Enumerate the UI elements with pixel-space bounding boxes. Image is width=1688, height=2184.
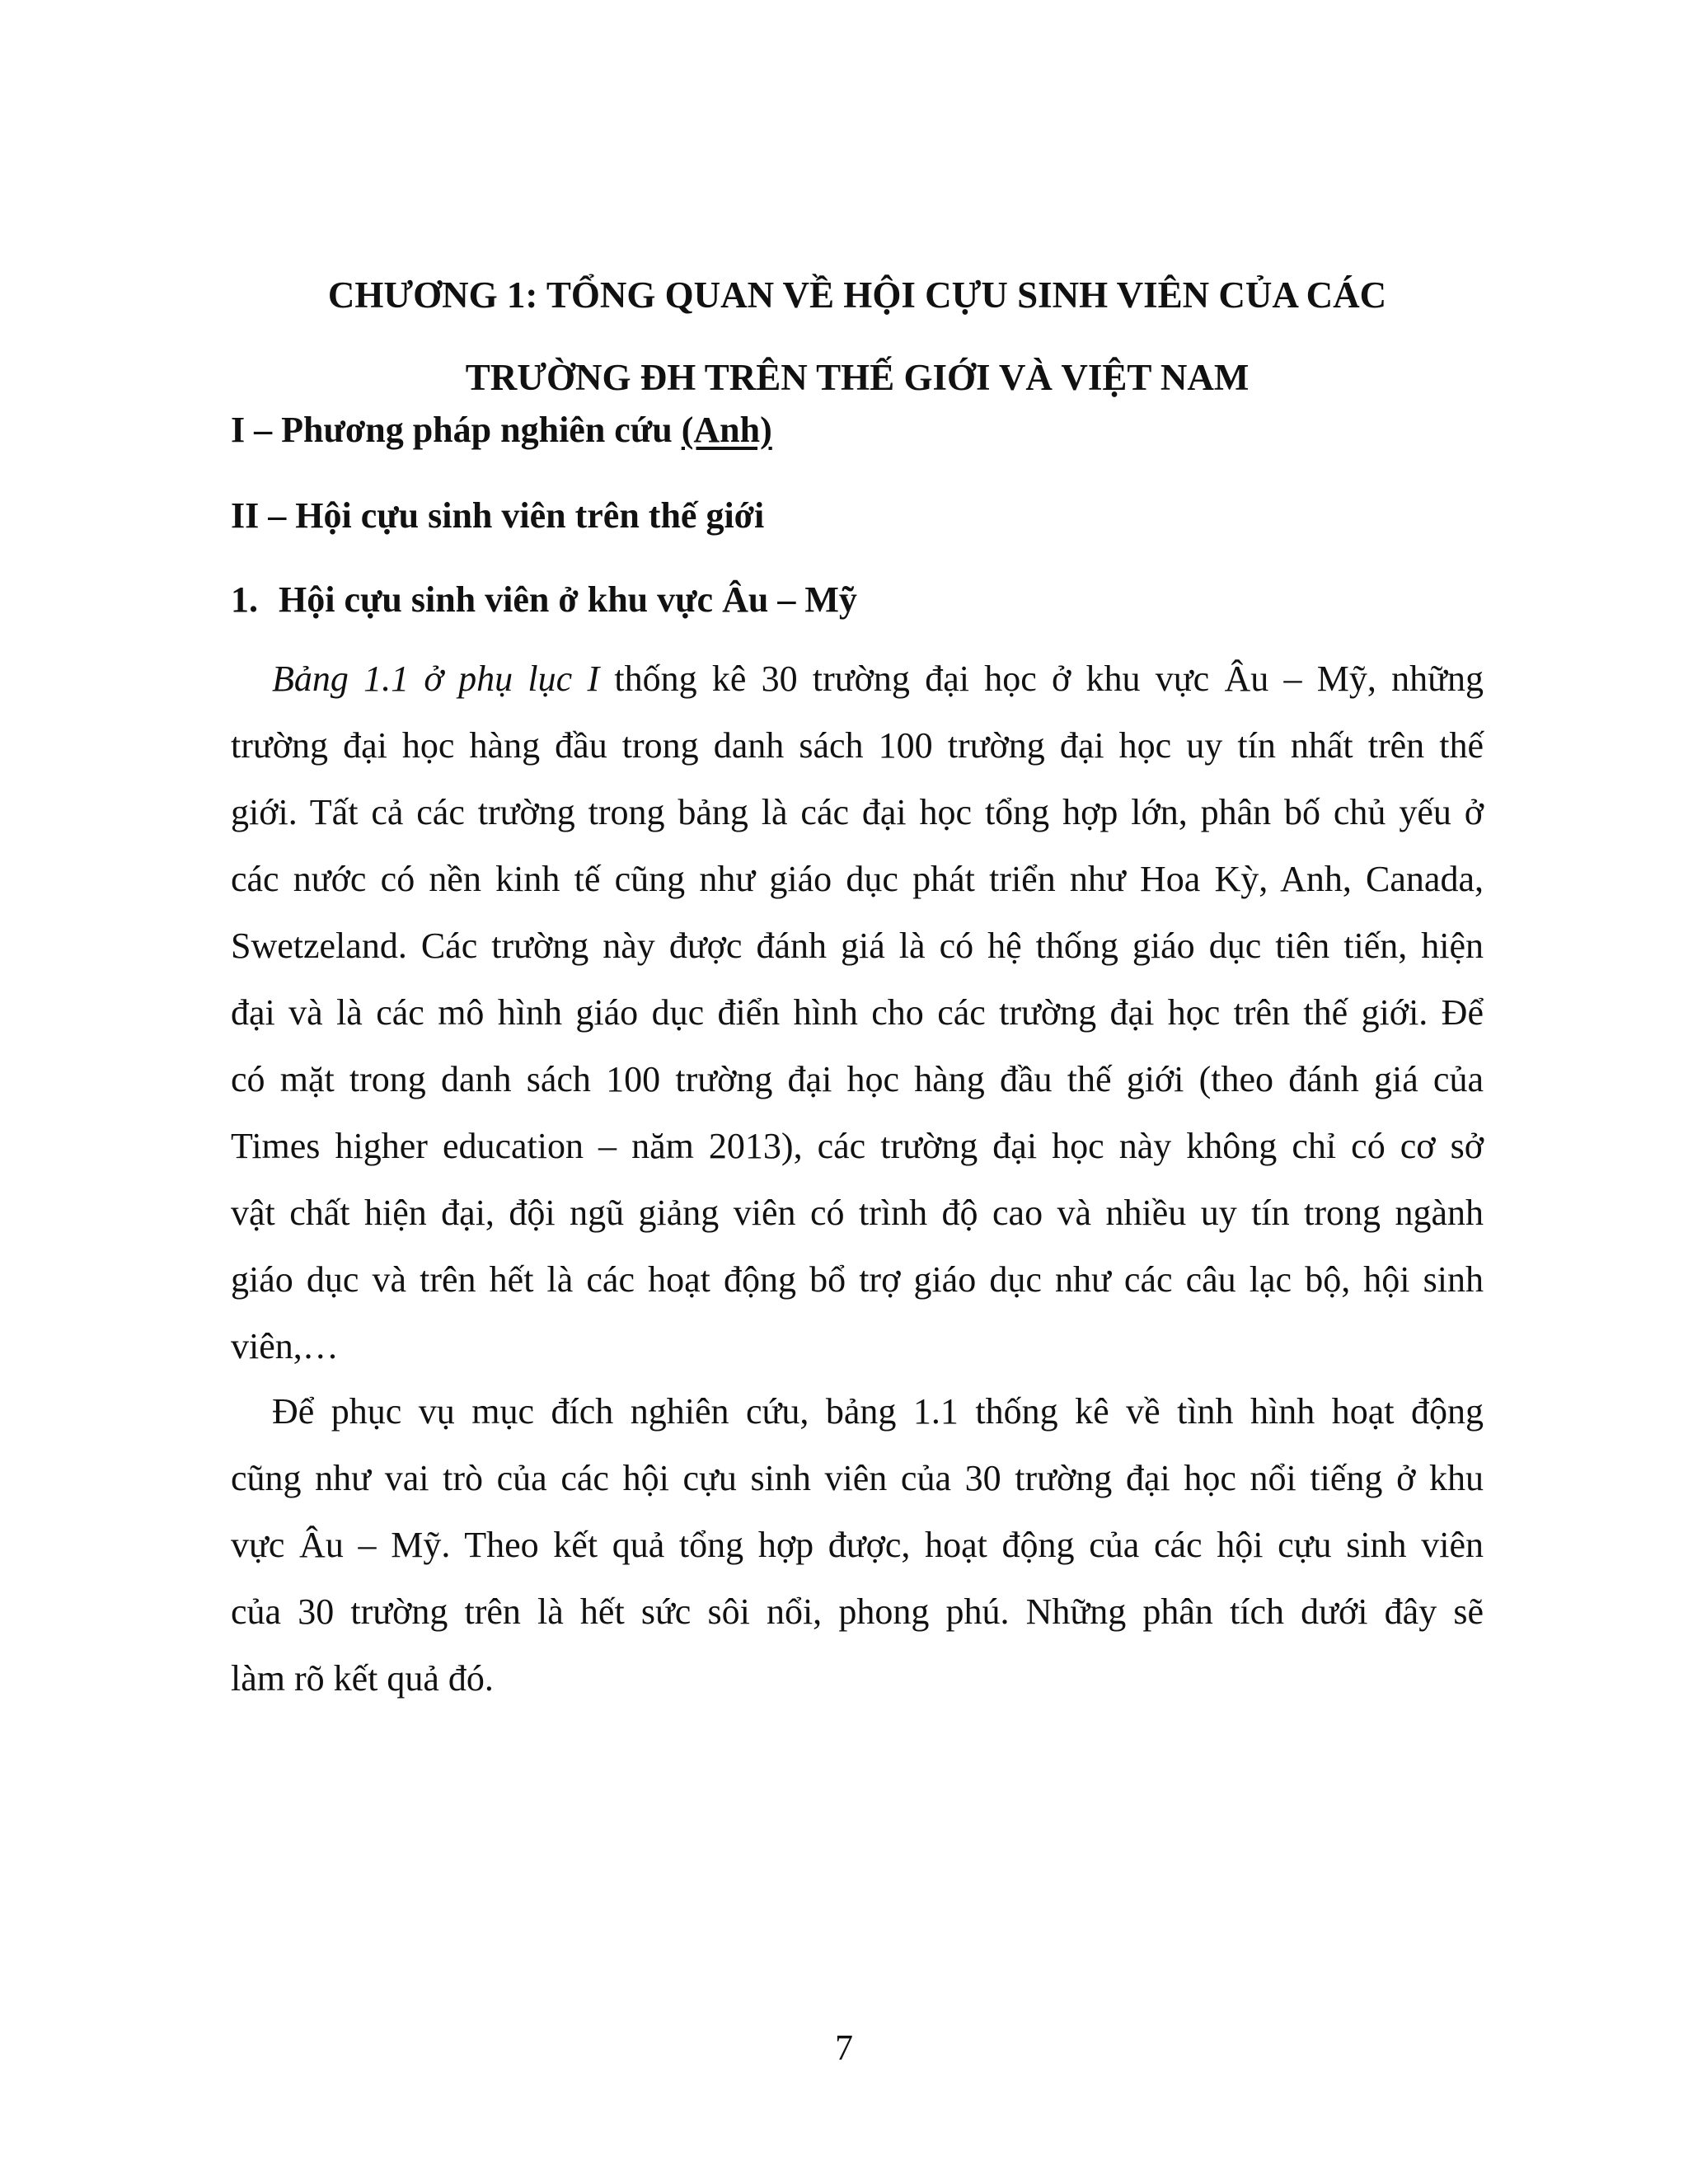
paragraph-line: Để phục vụ mục đích nghiên cứu, bảng 1.1 thống kê về tình hình hoạt động: [272, 1391, 1484, 1432]
section-heading-methodology: [231, 405, 772, 455]
page-number: 7: [835, 2027, 853, 2068]
section-heading-methodology-text: I – Phương pháp nghiên cứu: [231, 410, 682, 450]
paragraph-line: giáo dục và trên hết là các hoạt động bổ trợ giáo dục như các câu lạc bộ, hội sinh: [231, 1259, 1484, 1300]
paragraph-line: làm rõ kết quả đó.: [231, 1658, 494, 1699]
paragraph-line: vực Âu – Mỹ. Theo kết quả tổng hợp được, hoạt động của các hội cựu sinh viên: [231, 1525, 1484, 1565]
section-heading-author: (Anh): [681, 410, 772, 450]
paragraph-line: có mặt trong danh sách 100 trường đại học hàng đầu thế giới (theo đánh giá của: [231, 1059, 1484, 1099]
paragraph-line: trường đại học hàng đầu trong danh sách 100 trường đại học uy tín nhất trên thế: [231, 725, 1484, 766]
paragraph-line: đại và là các mô hình giáo dục điển hình cho các trường đại học trên thế giới. Để: [231, 992, 1484, 1033]
paragraph-line: Swetzeland. Các trường này được đánh giá là có hệ thống giáo dục tiên tiến, hiện: [231, 926, 1484, 966]
section-heading-world-alumni: II – Hội cựu sinh viên trên thế giới: [231, 495, 765, 536]
paragraph-line: [231, 645, 1484, 712]
paragraph-line: giới. Tất cả các trường trong bảng là các đại học tổng hợp lớn, phân bố chủ yếu ở: [231, 792, 1484, 832]
paragraph-research-purpose: [231, 1378, 1484, 1712]
subsection-number: 1.: [231, 579, 258, 620]
chapter-title: [231, 254, 1484, 419]
chapter-title-line-2: TRƯỜNG ĐH TRÊN THẾ GIỚI VÀ VIỆT NAM: [465, 357, 1250, 398]
paragraph-line: của 30 trường trên là hết sức sôi nổi, phong phú. Những phân tích dưới đây sẽ: [231, 1591, 1484, 1632]
paragraph-line: các nước có nền kinh tế cũng như giáo dục phát triển như Hoa Kỳ, Anh, Canada,: [231, 859, 1484, 899]
chapter-title-line-1: CHƯƠNG 1: TỔNG QUAN VỀ HỘI CỰU SINH VIÊN CỦA CÁC: [327, 274, 1387, 316]
paragraph-line: Times higher education – năm 2013), các trường đại học này không chỉ có cơ sở: [231, 1126, 1484, 1166]
paragraph-line: viên,…: [231, 1326, 339, 1366]
subsection-heading-text: Hội cựu sinh viên ở khu vực Âu – Mỹ: [279, 579, 857, 620]
subsection-heading-europe-america: [231, 575, 857, 625]
paragraph-line: cũng như vai trò của các hội cựu sinh viên của 30 trường đại học nổi tiếng ở khu: [231, 1458, 1484, 1498]
table-reference: Bảng 1.1 ở phụ lục I: [272, 658, 600, 699]
paragraph-table-summary: [231, 645, 1484, 1380]
paragraph-line-text: thống kê 30 trường đại học ở khu vực Âu – Mỹ, những: [599, 658, 1484, 699]
paragraph-line: vật chất hiện đại, đội ngũ giảng viên có trình độ cao và nhiều uy tín trong ngành: [231, 1193, 1484, 1233]
